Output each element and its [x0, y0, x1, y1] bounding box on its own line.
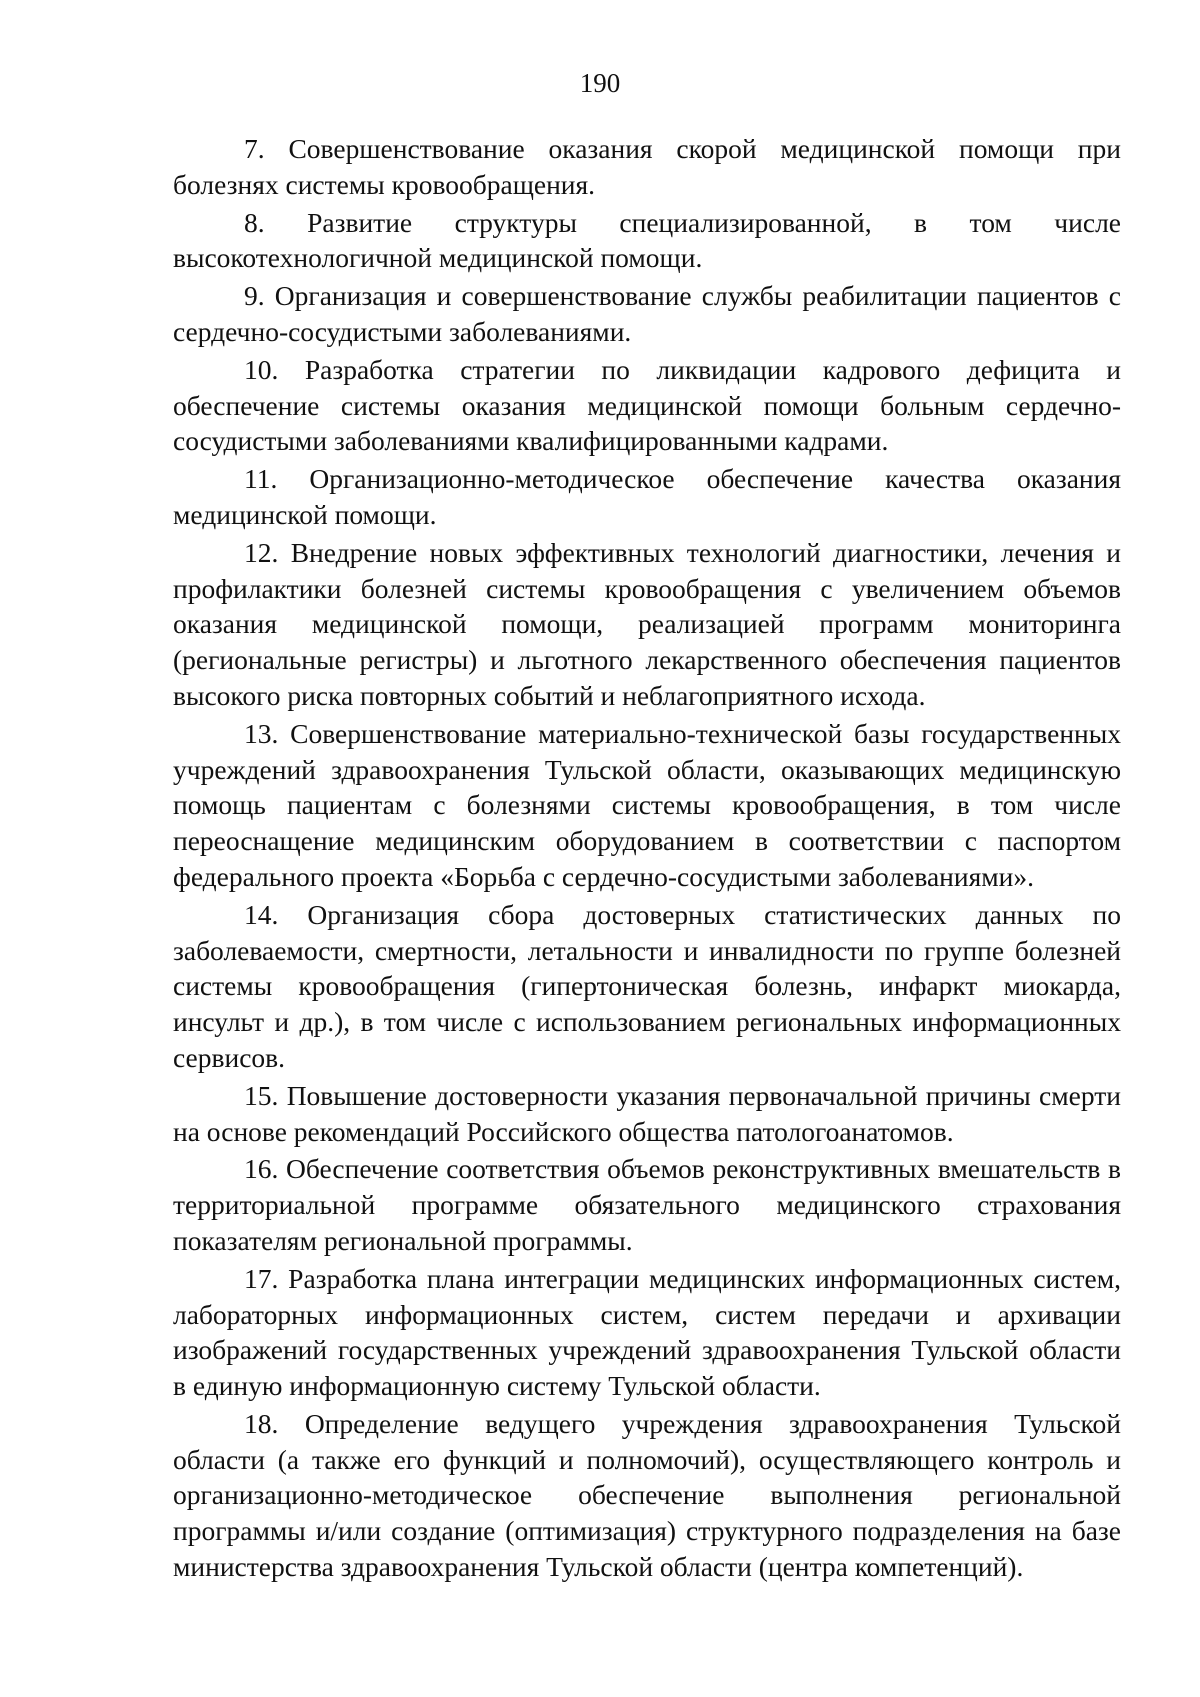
- list-item: 7. Совершенствование оказания скорой медицинской помощи при болезнях системы кровообращения.: [173, 133, 1121, 200]
- list-item: 14. Организация сбора достоверных статистических данных по заболеваемости, смертности, летальности и инвалидности по группе болезней системы кровообращения (гипертоническая болезнь, инфаркт миокарда, инсульт и др.), в том числе с использованием региональных информационных сервисов.: [173, 898, 1121, 1073]
- list-item: 11. Организационно-методическое обеспечение качества оказания медицинской помощи.: [173, 463, 1121, 530]
- list-item: 10. Разработка стратегии по ликвидации кадрового дефицита и обеспечение системы оказания медицинской помощи больным сердечно-сосудистыми заболеваниями квалифицированными кадрами.: [173, 353, 1121, 457]
- list-item: 13. Совершенствование материально-технической базы государственных учреждений здравоохранения Тульской области, оказывающих медицинскую помощь пациентам с болезнями системы кровообращения, в том числе переоснащение медицинским оборудованием в соответствии с паспортом федерального проекта «Борьба с сердечно-сосудистыми заболеваниями».: [173, 717, 1121, 892]
- page-number: 190: [579, 68, 621, 98]
- list-item: 9. Организация и совершенствование службы реабилитации пациентов с сердечно-сосудистыми заболеваниями.: [173, 280, 1121, 347]
- list-item: 16. Обеспечение соответствия объемов реконструктивных вмешательств в территориальной программе обязательного медицинского страхования показателям региональной программы.: [173, 1153, 1121, 1256]
- list-item: 17. Разработка плана интеграции медицинских информационных систем, лабораторных информационных систем, систем передачи и архивации изображений государственных учреждений здравоохранения Тульской области в единую информационную систему Тульской области.: [173, 1262, 1121, 1402]
- list-item: 18. Определение ведущего учреждения здравоохранения Тульской области (а также его функций и полномочий), осуществляющего контроль и организационно-методическое обеспечение выполнения региональной программы и/или создание (оптимизация) структурного подразделения на базе министерства здравоохранения Тульской области (центра компетенций).: [173, 1407, 1121, 1583]
- list-item: 8. Развитие структуры специализированной, в том числе высокотехнологичной медицинской помощи.: [173, 206, 1121, 274]
- list-item: 12. Внедрение новых эффективных технологий диагностики, лечения и профилактики болезней системы кровообращения с увеличением объемов оказания медицинской помощи, реализацией программ мониторинга (региональные регистры) и льготного лекарственного обеспечения пациентов высокого риска повторных событий и неблагоприятного исхода.: [173, 536, 1121, 711]
- list-item: 15. Повышение достоверности указания первоначальной причины смерти на основе рекомендаций Российского общества патологоанатомов.: [173, 1079, 1121, 1147]
- document-body: [173, 131, 1121, 1587]
